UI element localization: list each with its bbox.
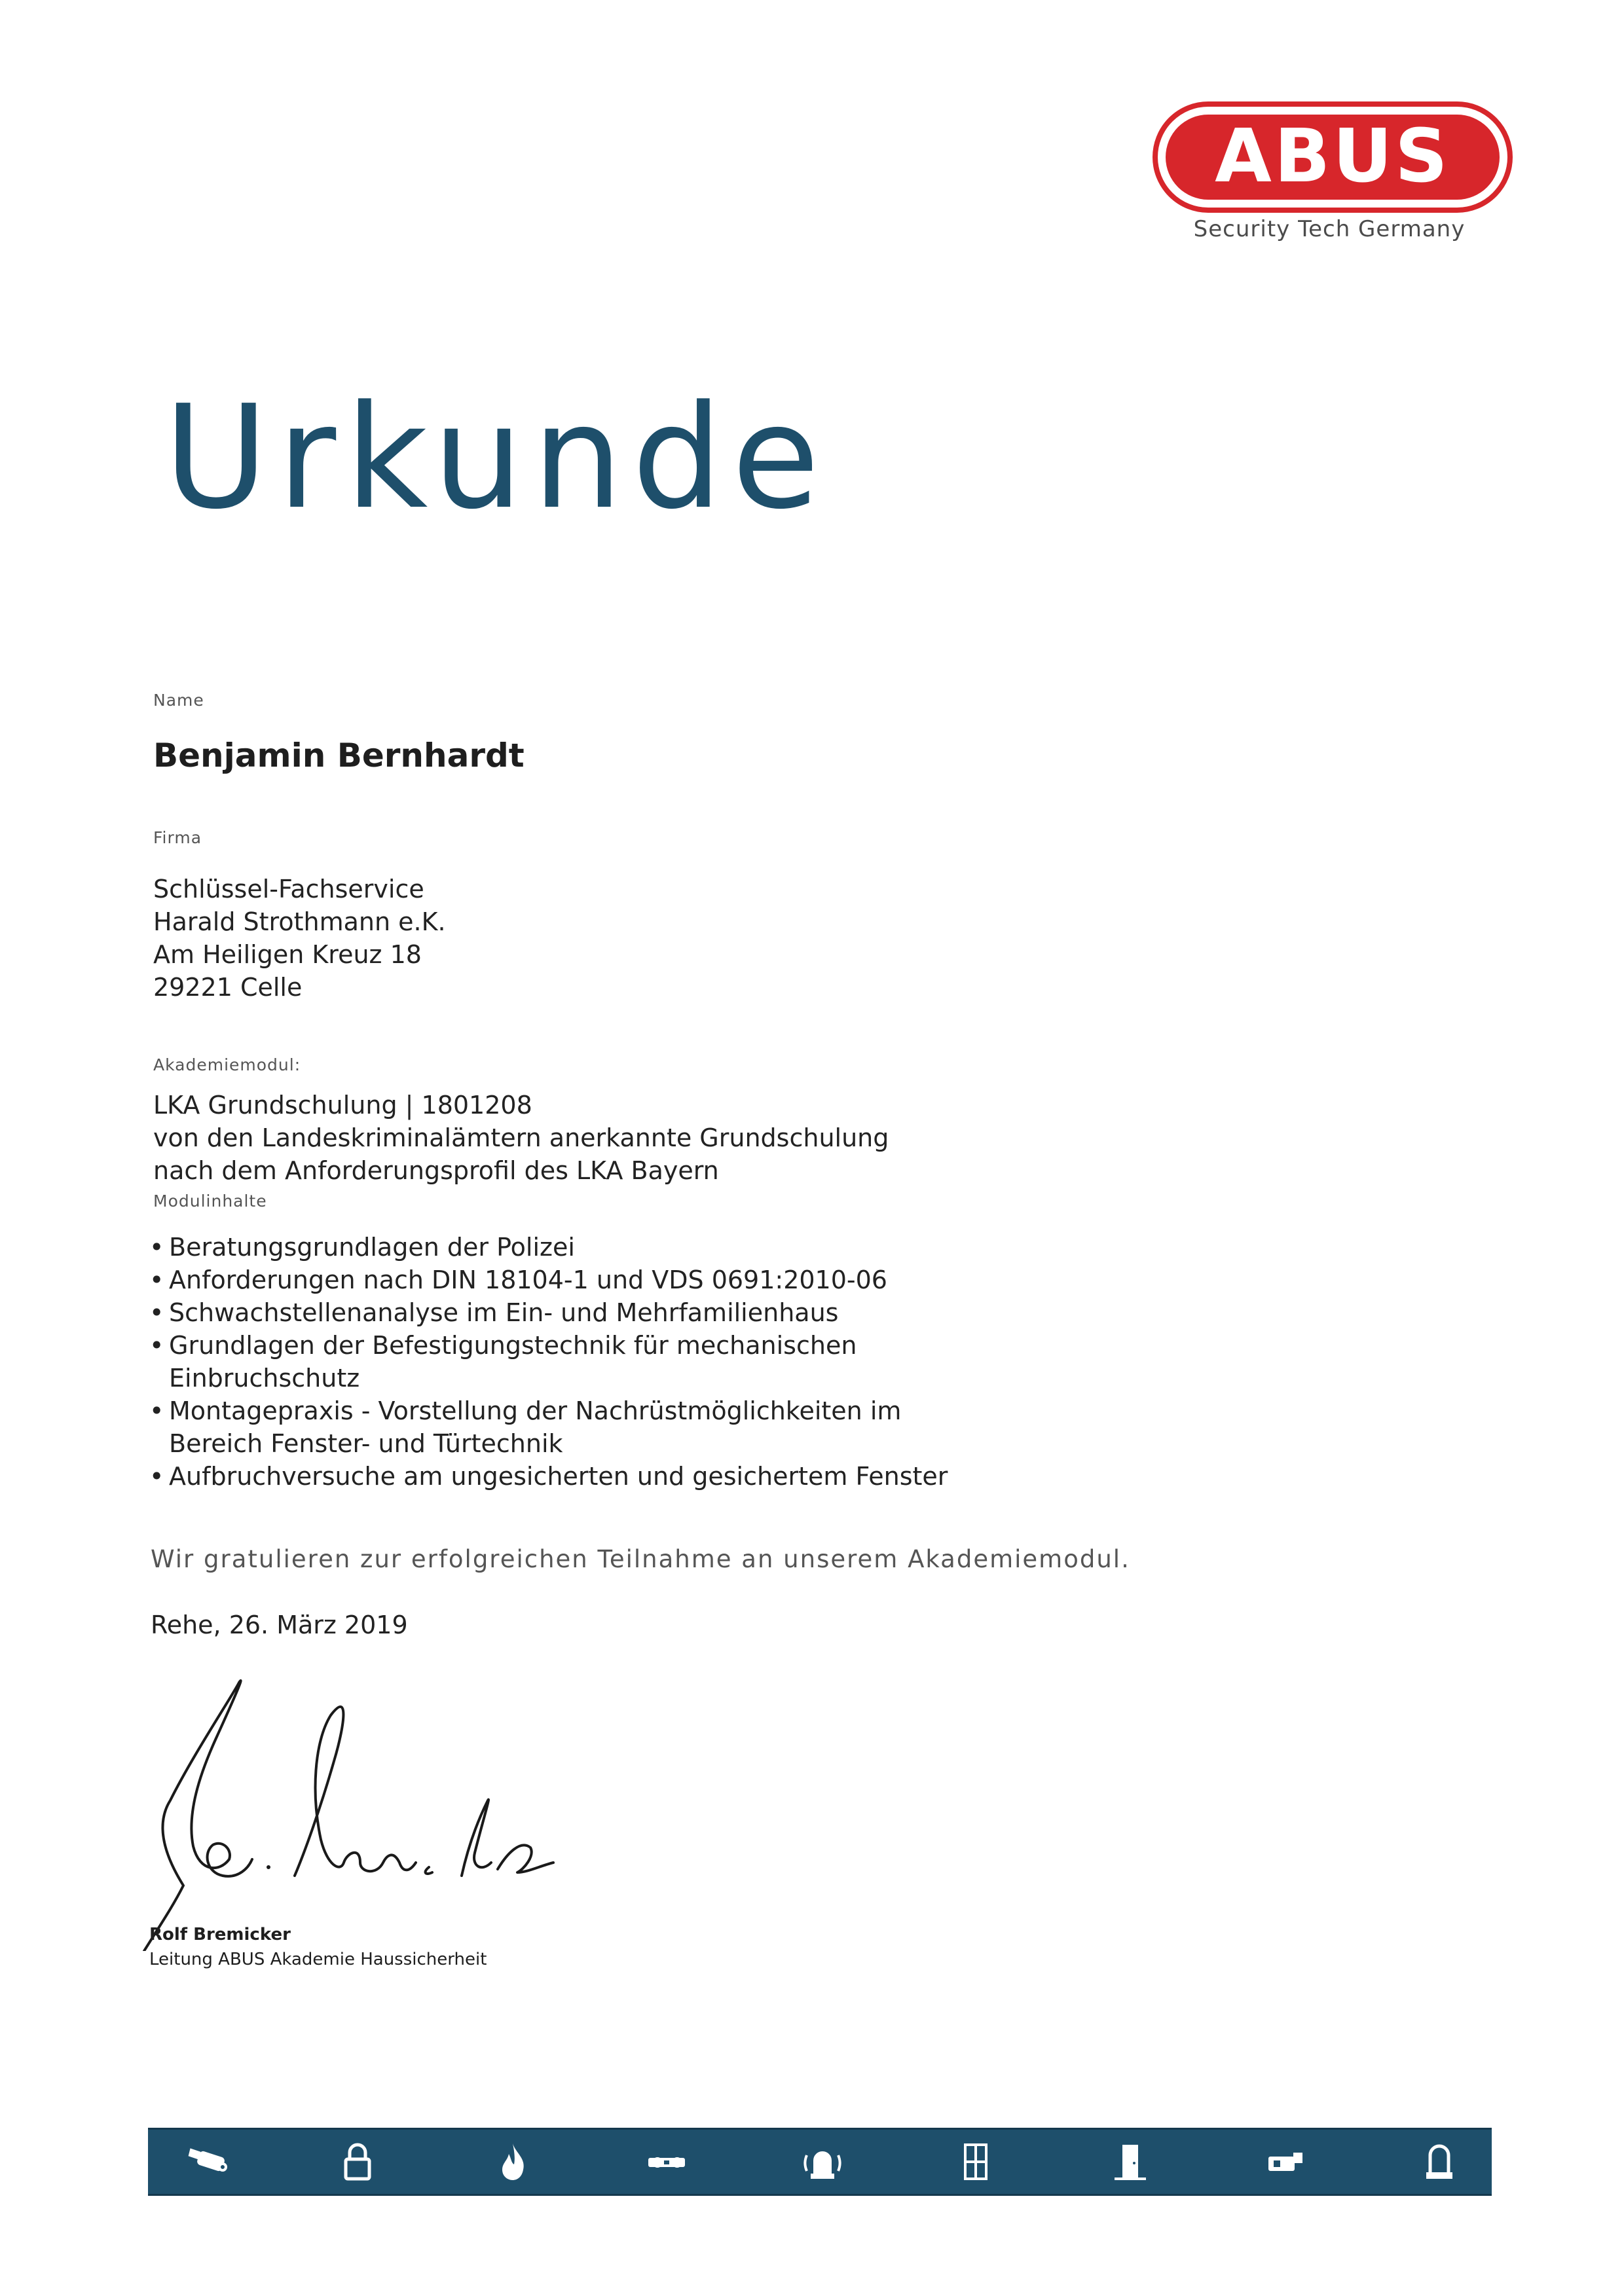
module-description (153, 1089, 889, 1187)
signature (134, 1676, 566, 1951)
alarm-siren-icon (802, 2141, 843, 2183)
window-icon (955, 2141, 997, 2183)
signer-name: Rolf Bremicker (149, 1925, 291, 1944)
company-address (153, 873, 446, 1004)
list-item: • Montagepraxis - Vorstellung der Nachrüstmöglichkeiten im Bereich Fenster- und Türtechnik (149, 1394, 942, 1460)
list-item: • Aufbruchversuche am ungesicherten und gesichertem Fenster (149, 1460, 948, 1493)
module-contents-label: Modulinhalte (153, 1192, 267, 1211)
abus-logo (1153, 101, 1513, 213)
door-lock-icon (1264, 2141, 1306, 2183)
company-line: Am Heiligen Kreuz 18 (153, 940, 422, 969)
door-icon (1109, 2141, 1151, 2183)
module-line: nach dem Anforderungsprofil des LKA Bayern (153, 1156, 719, 1185)
company-line: 29221 Celle (153, 973, 303, 1002)
padlock-icon (337, 2141, 378, 2183)
camera-icon (187, 2141, 229, 2183)
place-date: Rehe, 26. März 2019 (151, 1611, 408, 1639)
congratulation-text: Wir gratulieren zur erfolgreichen Teilnahme an unserem Akademiemodul. (151, 1545, 1130, 1573)
list-item: • Anforderungen nach DIN 18104-1 und VDS 0691:2010-06 (149, 1264, 948, 1296)
bike-lock-icon (1418, 2141, 1460, 2183)
list-item: • Grundlagen der Befestigungstechnik für mechanischen Einbruchschutz (149, 1329, 915, 1394)
module-contents-list (149, 1231, 948, 1493)
company-line: Schlüssel-Fachservice (153, 875, 424, 903)
company-line: Harald Strothmann e.K. (153, 907, 446, 936)
list-item: • Schwachstellenanalyse im Ein- und Mehrfamilienhaus (149, 1296, 948, 1329)
list-item: • Beratungsgrundlagen der Polizei (149, 1231, 948, 1264)
brand-tagline: Security Tech Germany (1193, 216, 1466, 242)
recipient-name: Benjamin Bernhardt (153, 737, 525, 774)
svg-text:ABUS: ABUS (1215, 114, 1450, 199)
company-label: Firma (153, 828, 202, 847)
module-label: Akademiemodul: (153, 1055, 301, 1074)
signer-role: Leitung ABUS Akademie Haussicherheit (149, 1950, 487, 1969)
name-label: Name (153, 691, 204, 710)
certificate-title: Urkunde (164, 375, 829, 541)
footer-icon-band (148, 2128, 1492, 2196)
fire-icon (492, 2141, 534, 2183)
door-cylinder-icon (646, 2141, 688, 2183)
module-line: LKA Grundschulung | 1801208 (153, 1091, 532, 1120)
module-line: von den Landeskriminalämtern anerkannte Grundschulung (153, 1123, 889, 1152)
